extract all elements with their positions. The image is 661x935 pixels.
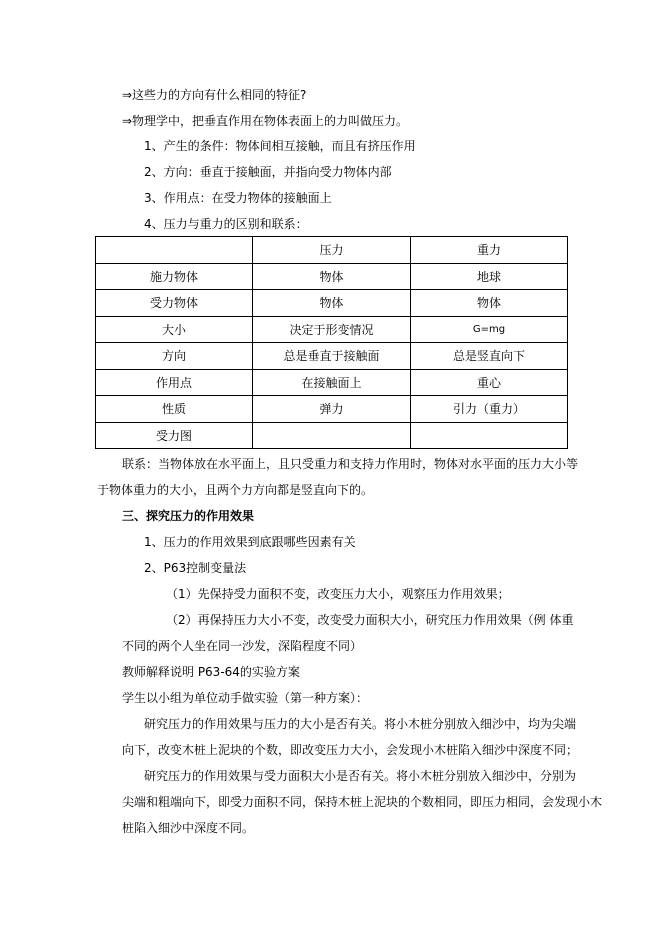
- condition-line: 1、产生的条件：物体间相互接触，而且有挤压作用: [144, 139, 416, 153]
- table-cell: 大小: [96, 316, 253, 343]
- table-cell: 受力图: [96, 422, 253, 449]
- table-cell: 物体: [253, 290, 411, 317]
- table-cell: [253, 422, 411, 449]
- table-row: [96, 263, 568, 290]
- table-row: [96, 343, 568, 370]
- table-header-row: [96, 237, 568, 264]
- comparison-intro-line: 4、压力与重力的区别和联系：: [144, 217, 308, 231]
- table-cell: 物体: [253, 263, 411, 290]
- table-cell: 弹力: [253, 396, 411, 423]
- sub-item: （1）先保持受力面积不变，改变压力大小，观察压力作用效果；: [166, 587, 510, 601]
- table-cell: 作用点: [96, 369, 253, 396]
- relation-line: 于物体重力的大小，且两个力方向都是竖直向下的。: [97, 483, 374, 497]
- table-cell: 方向: [96, 343, 253, 370]
- table-cell: 在接触面上: [253, 369, 411, 396]
- sub-item-continued: 不同的两个人坐在同一沙发，深陷程度不同）: [122, 639, 363, 653]
- table-cell: 决定于形变情况: [253, 316, 411, 343]
- students-line: 学生以小组为单位动手做实验（第一种方案）：: [122, 691, 369, 705]
- table-row: [96, 290, 568, 317]
- table-cell: 物体: [411, 290, 568, 317]
- table-header-cell: 压力: [253, 237, 411, 264]
- comparison-table: [95, 236, 568, 449]
- direction-line: 2、方向：垂直于接触面，并指向受力物体内部: [144, 165, 392, 179]
- table-row: [96, 396, 568, 423]
- table-cell: 地球: [411, 263, 568, 290]
- table-cell: 受力物体: [96, 290, 253, 317]
- paragraph-line: 研究压力的作用效果与受力面积大小是否有关。将小木桩分别放入细沙中，分别为: [144, 769, 577, 783]
- paragraph-line: 桩陷入细沙中深度不同。: [122, 821, 255, 835]
- section-item: 2、P63控制变量法: [144, 561, 247, 575]
- section-heading: 三、探究压力的作用效果: [122, 509, 255, 523]
- table-row: [96, 422, 568, 449]
- table-row: [96, 369, 568, 396]
- definition-line: ⇒物理学中，把垂直作用在物体表面上的力叫做压力。: [122, 114, 409, 128]
- table-header-cell: 重力: [411, 237, 568, 264]
- table-row: [96, 316, 568, 343]
- table-cell: G=mg: [411, 316, 568, 343]
- sub-item: （2）再保持压力大小不变，改变受力面积大小，研究压力作用效果（例 体重: [166, 613, 574, 627]
- table-header-cell: [96, 237, 253, 264]
- paragraph-line: 尖端和粗端向下，即受力面积不同，保持木桩上泥块的个数相同，即压力相同，会发现小木: [122, 795, 603, 809]
- table-cell: 性质: [96, 396, 253, 423]
- section-item: 1、压力的作用效果到底跟哪些因素有关: [144, 535, 356, 549]
- table-cell: 施力物体: [96, 263, 253, 290]
- relation-line: 联系：当物体放在水平面上，且只受重力和支持力作用时，物体对水平面的压力大小等: [122, 457, 579, 471]
- question-line: ⇒这些力的方向有什么相同的特征?: [122, 88, 307, 102]
- teacher-line: 教师解释说明 P63-64的实验方案: [122, 665, 300, 679]
- table-cell: 重心: [411, 369, 568, 396]
- table-cell: 引力（重力）: [411, 396, 568, 423]
- table-cell: [411, 422, 568, 449]
- table-cell: 总是竖直向下: [411, 343, 568, 370]
- table-cell: 总是垂直于接触面: [253, 343, 411, 370]
- paragraph-line: 研究压力的作用效果与压力的大小是否有关。将小木桩分别放入细沙中，均为尖端: [144, 717, 577, 731]
- action-point-line: 3、作用点：在受力物体的接触面上: [144, 191, 332, 205]
- paragraph-line: 向下，改变木桩上泥块的个数，即改变压力大小，会发现小木桩陷入细沙中深度不同；: [122, 743, 579, 757]
